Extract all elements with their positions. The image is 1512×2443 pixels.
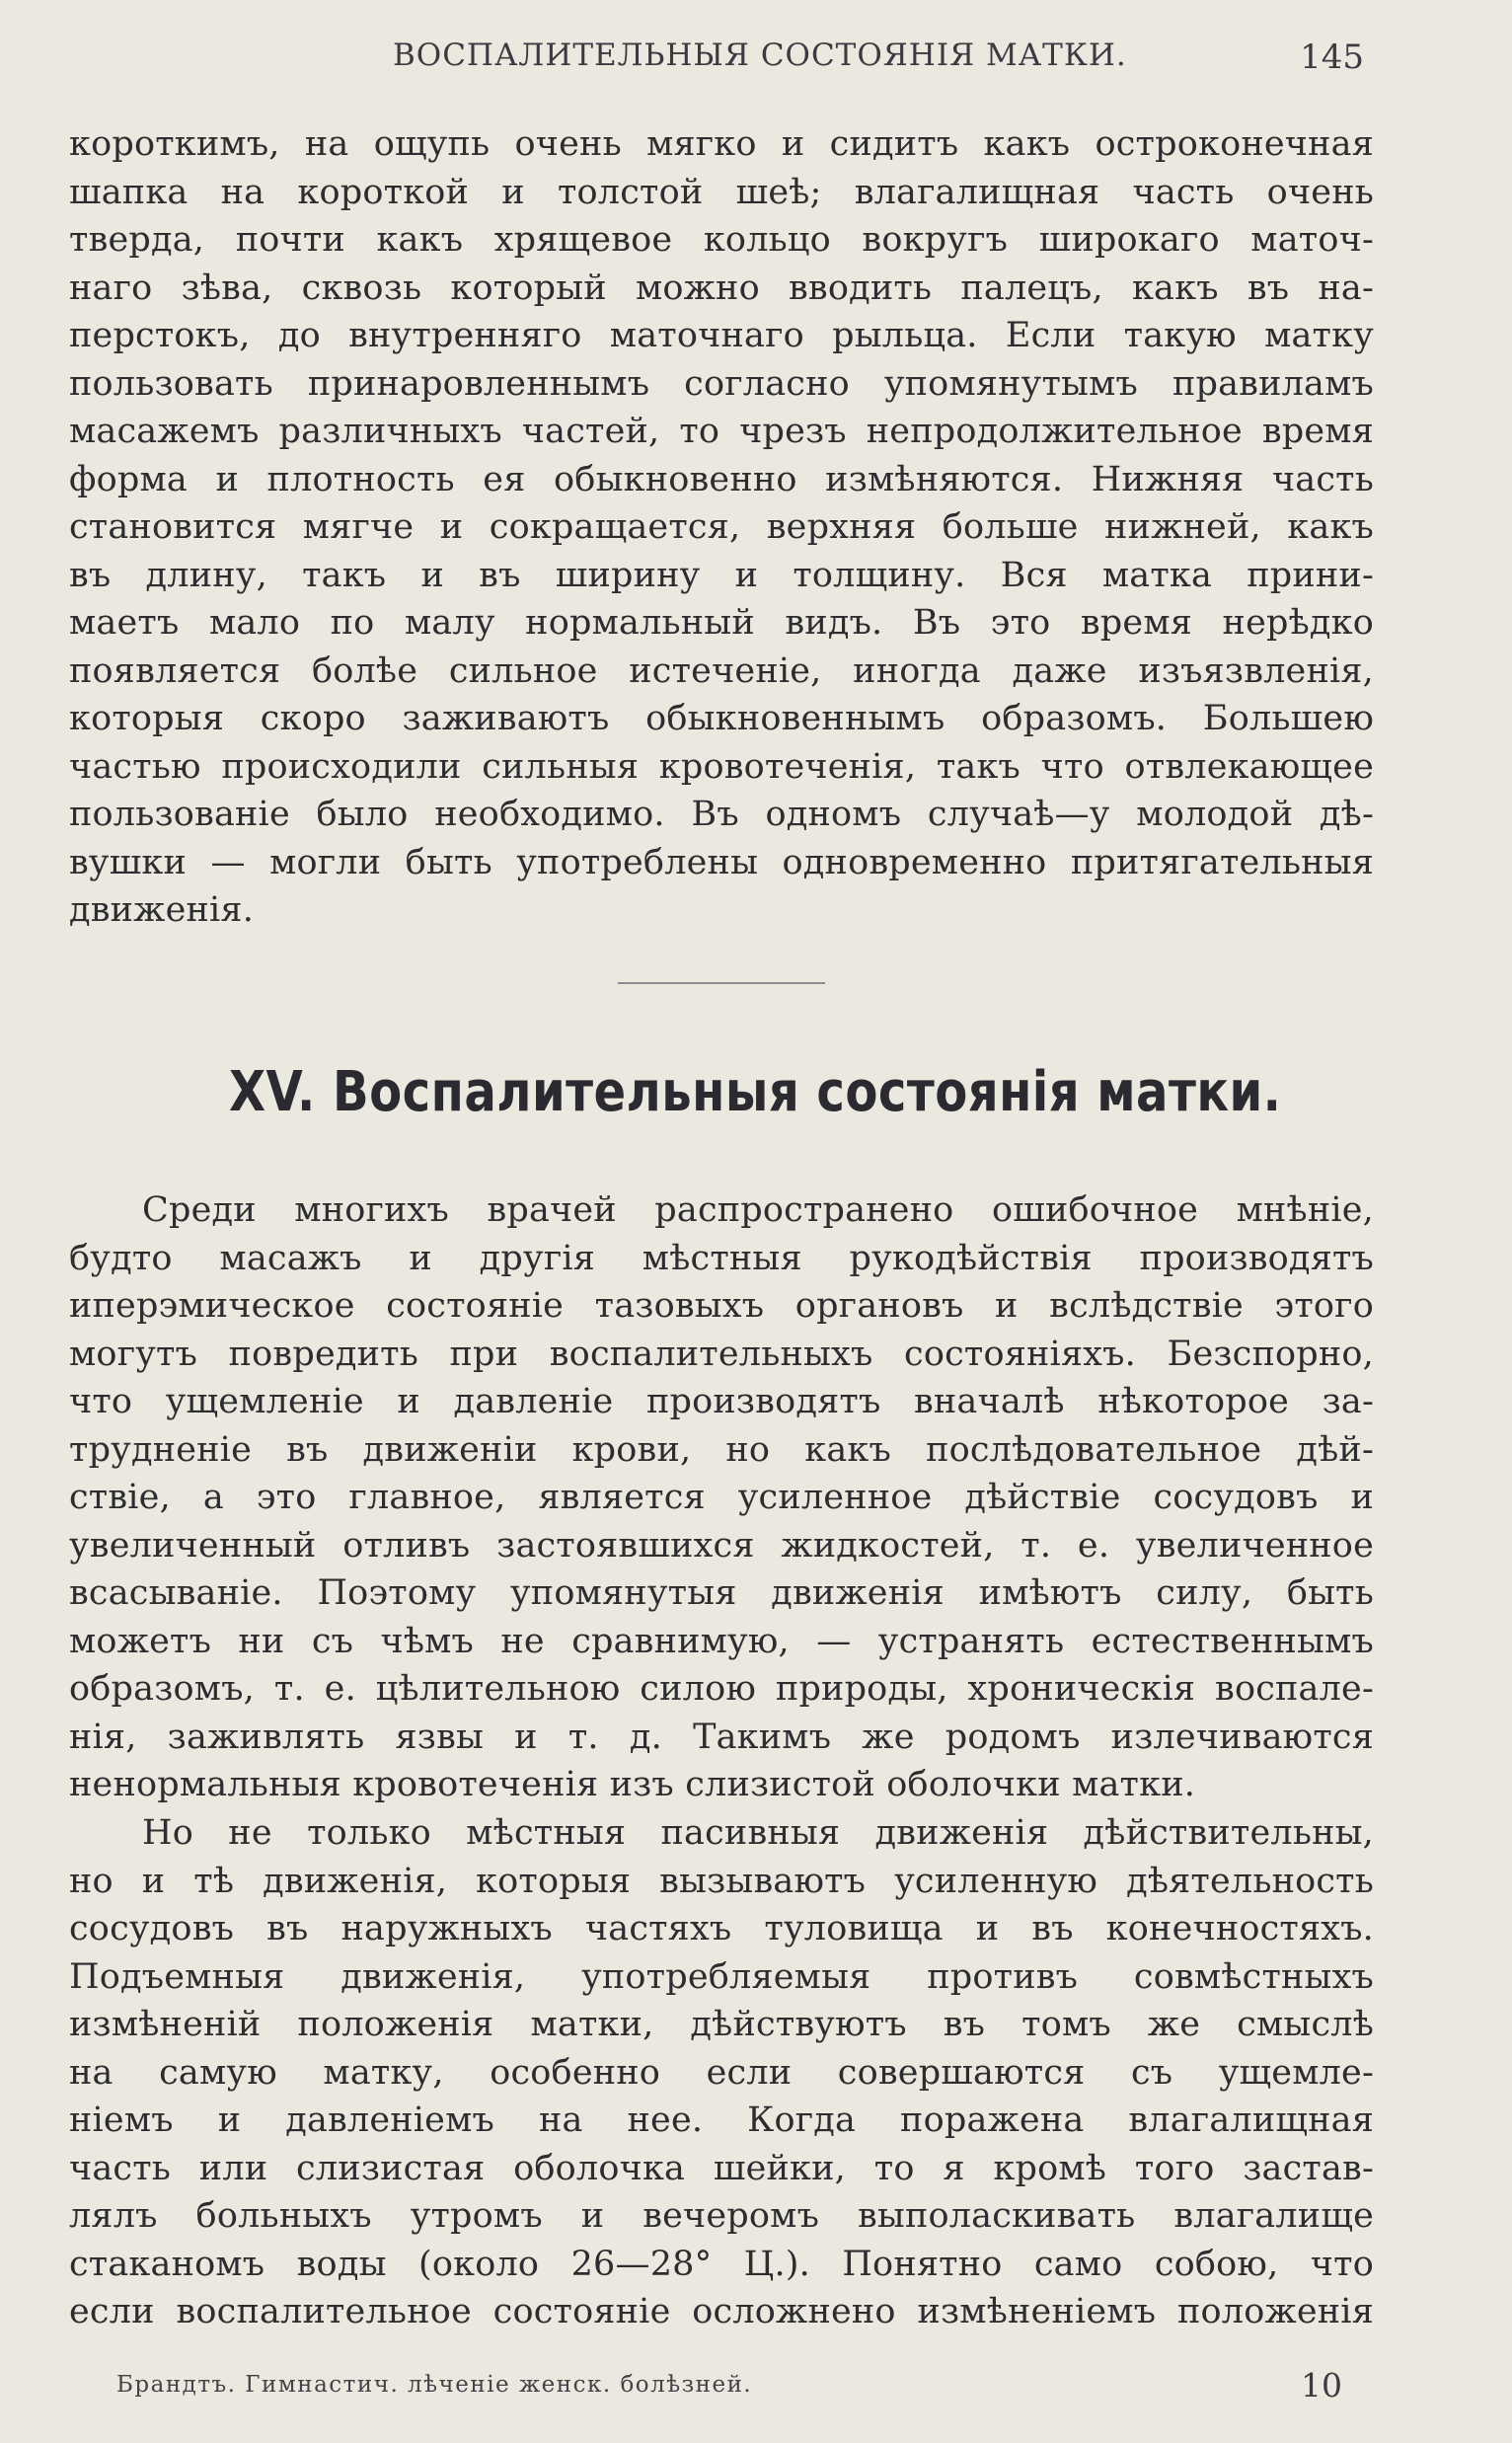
text-line: часть или слизистая оболочка шейки, то я кромѣ того застав- (69, 2148, 1374, 2188)
text-line: становится мягче и сокращается, верхняя больше нижней, какъ (69, 507, 1374, 547)
text-line: пользованіе было необходимо. Въ одномъ случаѣ—у молодой дѣ- (69, 795, 1374, 834)
running-head: ВОСПАЛИТЕЛЬНЫЯ СОСТОЯНІЯ МАТКИ. (393, 38, 1127, 73)
text-line: на самую матку, особенно если совершаются съ ущемле- (69, 2052, 1374, 2093)
text-line: что ущемленіе и давленіе производятъ вначалѣ нѣкоторое за- (69, 1382, 1374, 1421)
text-line: могутъ повредить при воспалительныхъ состояніяхъ. Безспорно, (69, 1334, 1374, 1374)
text-line: увеличенный отливъ застоявшихся жидкостей, т. е. увеличенное (69, 1525, 1374, 1565)
text-line: наго зѣва, сквозь который можно вводить палецъ, какъ въ на- (69, 267, 1374, 308)
text-line: сосудовъ въ наружныхъ частяхъ туловища и въ конечностяхъ. (69, 1909, 1374, 1948)
text-line: иперэмическое состояніе тазовыхъ органовъ и вслѣдствіе этого (69, 1286, 1374, 1326)
text-line: Среди многихъ врачей распространено ошибочное мнѣніе, (142, 1190, 1374, 1230)
text-line: измѣненій положенія матки, дѣйствуютъ въ томъ же смыслѣ (69, 2005, 1374, 2044)
page-footer (0, 2366, 1512, 2411)
text-line: Подъемныя движенія, употребляемыя противъ совмѣстныхъ (69, 1956, 1374, 1997)
section-paragraph-2 (69, 1809, 1374, 2336)
text-line: частью происходили сильныя кровотеченія, такъ что отвлекающее (69, 746, 1374, 787)
text-line: всасываніе. Поэтому упомянутыя движенія имѣютъ силу, быть (69, 1573, 1374, 1613)
text-line: появляется болѣе сильное истеченіе, иногда даже изъязвленія, (69, 650, 1374, 691)
text-line: пользовать принаровленнымъ согласно упомянутымъ правиламъ (69, 363, 1374, 404)
text-line: которыя скоро заживаютъ обыкновеннымъ образомъ. Большею (69, 699, 1374, 738)
text-line: вушки — могли быть употреблены одновременно притягательныя (69, 842, 1374, 882)
text-line: тверда, почти какъ хрящевое кольцо вокругъ широкаго маточ- (69, 220, 1374, 260)
text-line: движенія. (69, 890, 255, 930)
section-divider (618, 982, 825, 984)
text-line: образомъ, т. е. цѣлительною силою природы, хроническія воспале- (69, 1669, 1374, 1709)
text-line: будто масажъ и другія мѣстныя рукодѣйствія производятъ (69, 1238, 1374, 1278)
text-line: въ длину, такъ и въ ширину и толщину. Вся матка прини- (69, 555, 1374, 595)
text-line: Но не только мѣстныя пасивныя движенія дѣйствительны, (142, 1813, 1374, 1853)
section-paragraph-1 (69, 1186, 1374, 1809)
text-line: масажемъ различныхъ частей, то чрезъ непродолжительное время (69, 412, 1374, 451)
text-line: форма и плотность ея обыкновенно измѣняются. Нижняя часть (69, 459, 1374, 499)
text-line: можетъ ни съ чѣмъ не сравнимую, — устранять естественнымъ (69, 1621, 1374, 1661)
text-line: лялъ больныхъ утромъ и вечеромъ выполаскивать влагалище (69, 2196, 1374, 2236)
text-line: шапка на короткой и толстой шеѣ; влагалищная часть очень (69, 172, 1374, 212)
page-header (0, 38, 1512, 87)
text-line: стаканомъ воды (около 26—28° Ц.). Понятно само собою, что (69, 2244, 1374, 2284)
text-line: короткимъ, на ощупь очень мягко и сидитъ какъ остроконечная (69, 124, 1374, 164)
text-line: ствіе, а это главное, является усиленное дѣйствіе сосудовъ и (69, 1478, 1374, 1517)
footer-signature: Брандтъ. Гимнастич. лѣченіе женск. болѣзней. (116, 2372, 753, 2398)
continuation-paragraph (69, 120, 1374, 935)
text-line: нія, заживлять язвы и т. д. Такимъ же родомъ излечиваются (69, 1717, 1374, 1757)
text-line: но и тѣ движенія, которыя вызываютъ усиленную дѣятельность (69, 1861, 1374, 1901)
section-heading: XV. Воспалительныя состоянія матки. (229, 1060, 1282, 1124)
text-line: ненормальныя кровотеченія изъ слизистой оболочки матки. (69, 1765, 1196, 1804)
text-line: ніемъ и давленіемъ на нее. Когда поражена влагалищная (69, 2100, 1374, 2140)
text-line: перстокъ, до внутренняго маточнаго рыльца. Если такую матку (69, 316, 1374, 355)
page-number: 145 (1300, 38, 1364, 77)
text-line: маетъ мало по малу нормальный видъ. Въ это время нерѣдко (69, 603, 1374, 643)
sheet-number: 10 (1301, 2366, 1342, 2405)
text-line: трудненіе въ движеніи крови, но какъ послѣдовательное дѣй- (69, 1429, 1374, 1470)
text-line: если воспалительное состояніе осложнено измѣненіемъ положенія (69, 2292, 1374, 2331)
